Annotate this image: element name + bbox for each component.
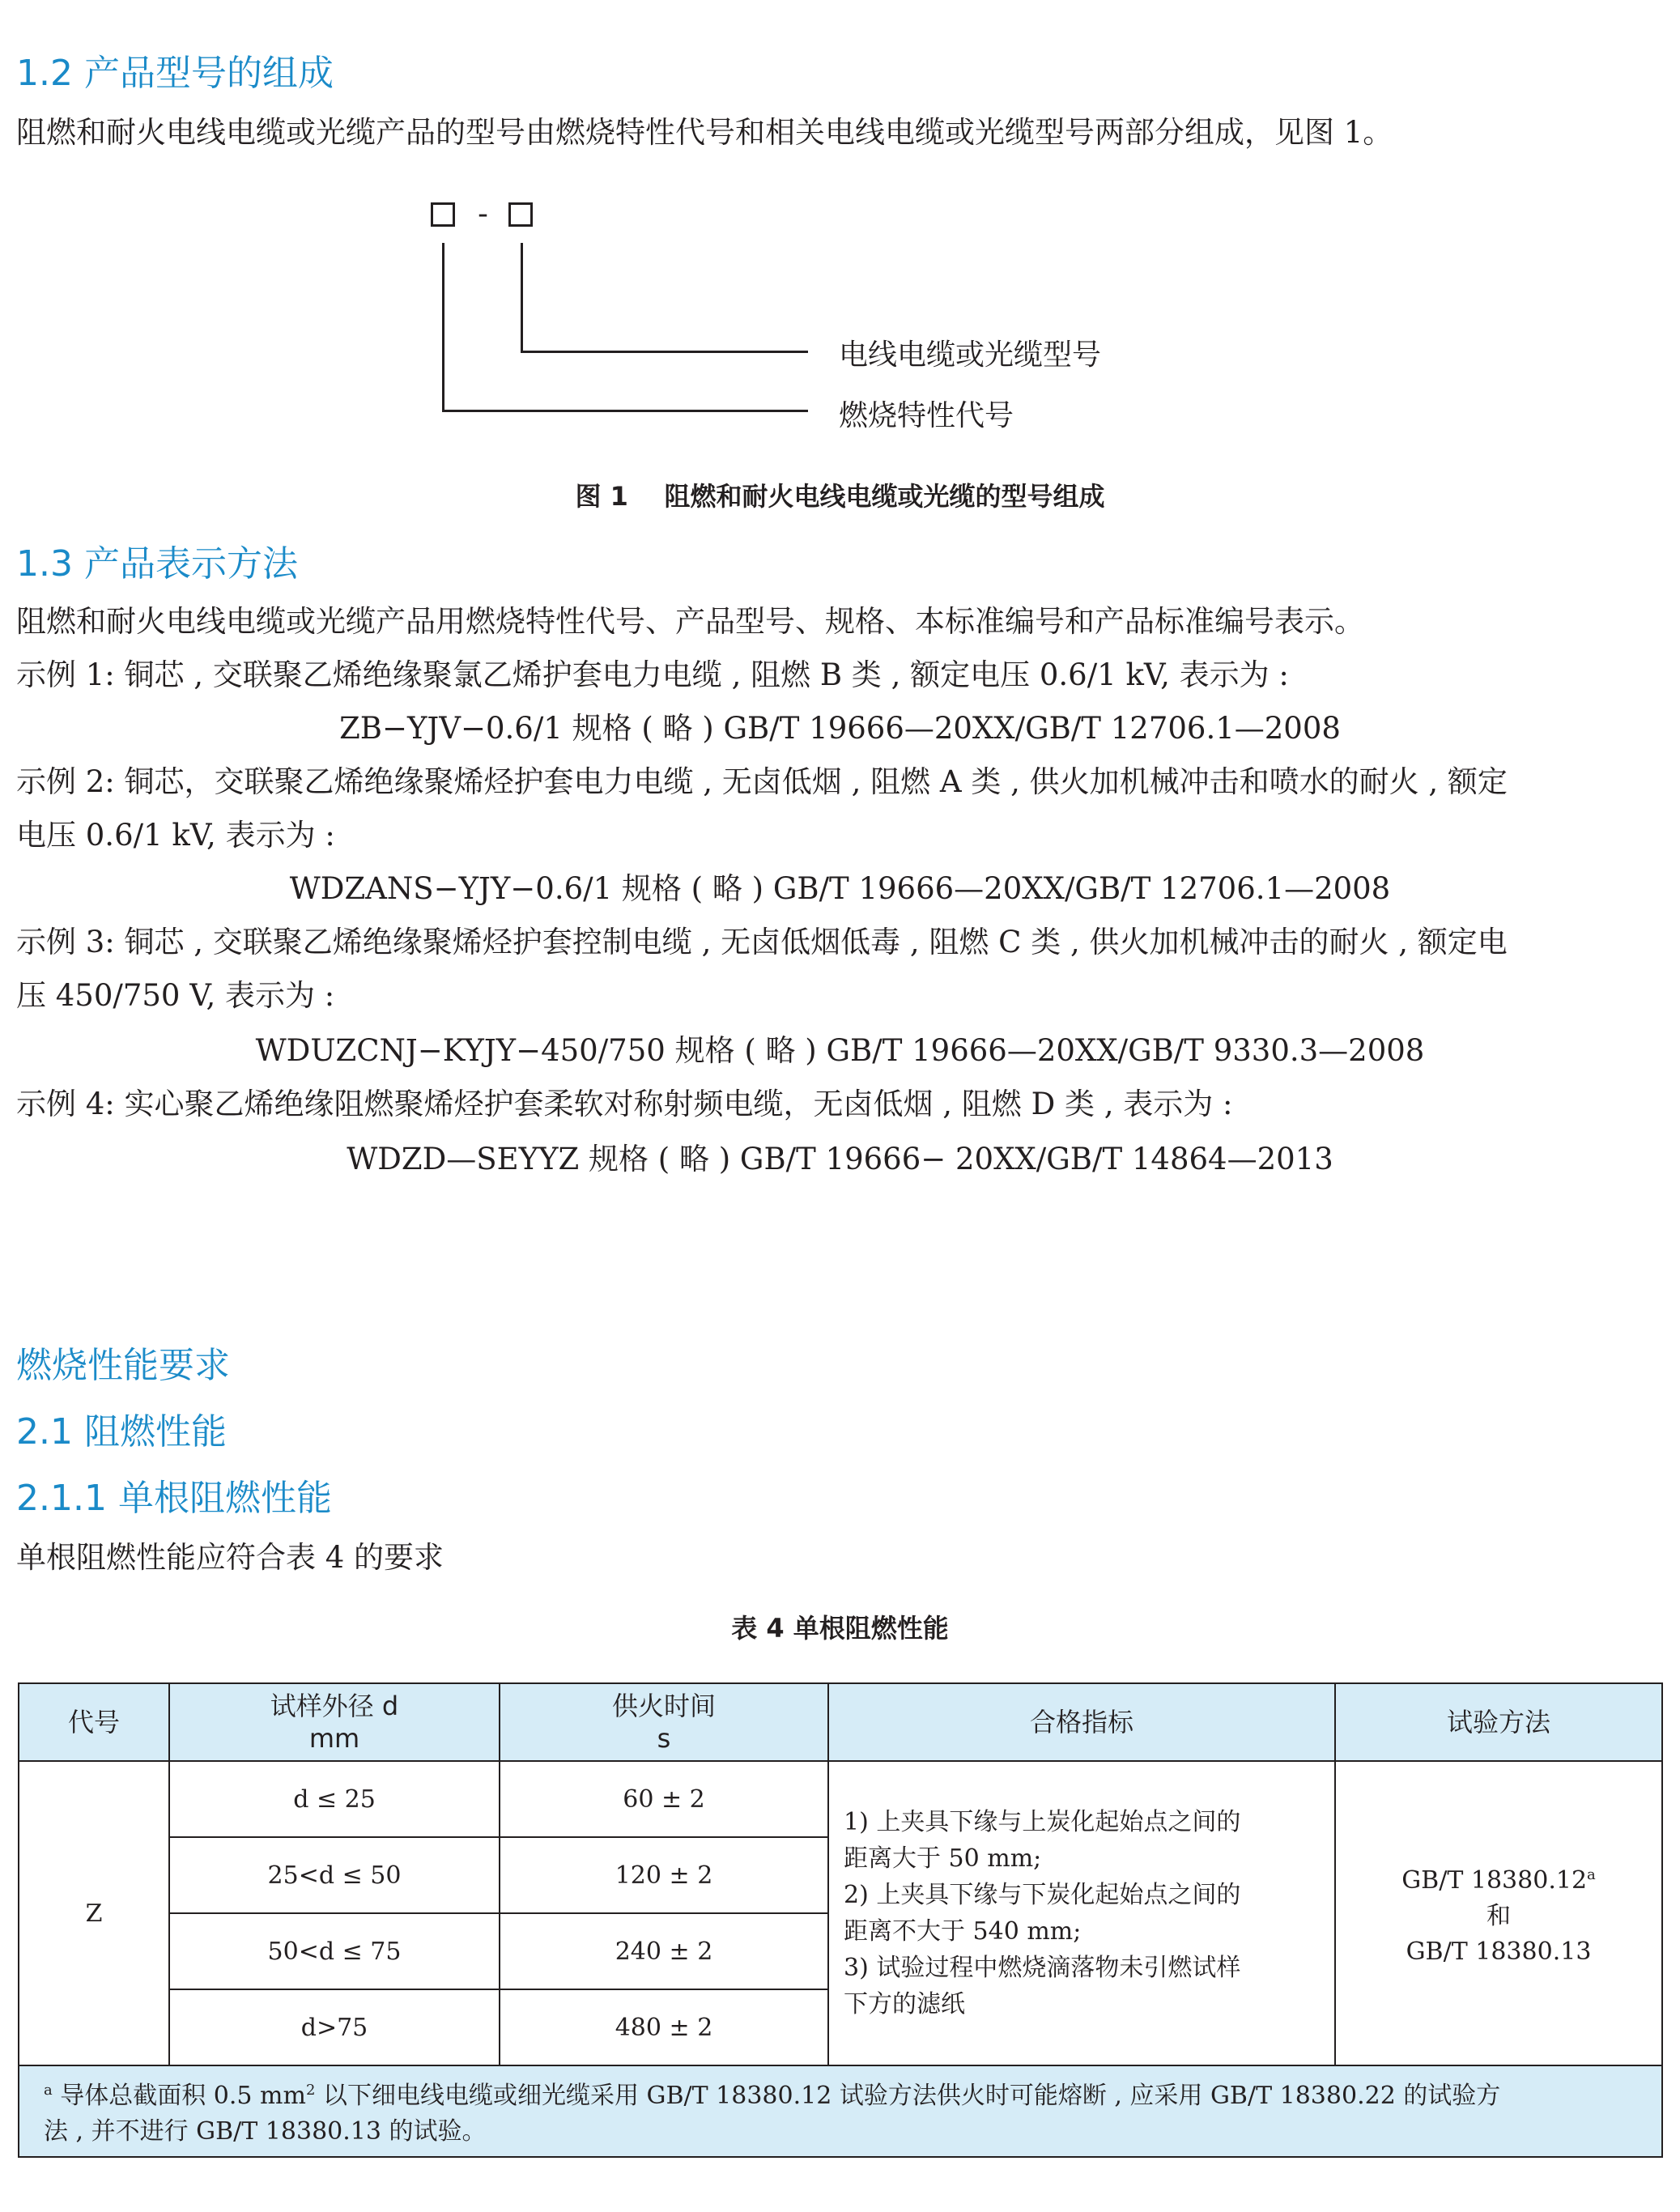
method-cell: [1335, 1761, 1662, 2065]
table-footnote: [19, 2065, 1662, 2157]
header-diameter: [169, 1683, 500, 1761]
example-1-text: 示例 1: 铜芯 , 交联聚乙烯绝缘聚氯乙烯护套电力电缆 , 阻燃 B 类 , 额定电压 0.6/1 kV, 表示为 :: [16, 657, 1289, 692]
footnote-marker: a: [44, 2082, 53, 2099]
connector-line: [442, 243, 444, 412]
criteria-line: 2) 上夹具下缘与下炭化起始点之间的: [844, 1881, 1241, 1909]
table-footnote-row: [19, 2065, 1662, 2157]
header-code: 代号: [19, 1683, 169, 1761]
table-header-row: [19, 1683, 1662, 1761]
example-2-text: 示例 2: 铜芯，交联聚乙烯绝缘聚烯烃护套电力电缆 , 无卤低烟 , 阻燃 A 类 , 供火加机械冲击和喷水的耐火 , 额定: [16, 764, 1508, 799]
footnote-text: 导体总截面积 0.5 mm: [52, 2082, 306, 2110]
diameter-cell: d>75: [169, 1989, 500, 2065]
cable-model-box: [508, 202, 533, 227]
connector-line: [521, 243, 523, 353]
method-line: [1336, 1857, 1661, 1899]
connector-line: [442, 410, 808, 412]
time-cell: 240 ± 2: [500, 1913, 828, 1989]
diameter-cell: 50<d ≤ 75: [169, 1913, 500, 1989]
header-time: [500, 1683, 828, 1761]
section-heading-2: 燃烧性能要求: [16, 1345, 230, 1386]
footnote-superscript: 2: [305, 2082, 316, 2099]
example-2-code: WDZANS−YJY−0.6/1 规格 ( 略 ) GB/T 19666—20XX/GB/T 12706.1—2008: [289, 871, 1391, 906]
criteria-cell: [828, 1761, 1335, 2065]
header-criteria: 合格指标: [828, 1683, 1335, 1761]
criteria-line: 1) 上夹具下缘与上炭化起始点之间的: [844, 1808, 1241, 1836]
section-1-3-body: 阻燃和耐火电线电缆或光缆产品用燃烧特性代号、产品型号、规格、本标准编号和产品标准编号表示。: [16, 604, 1364, 639]
criteria-line: 3) 试验过程中燃烧滴落物未引燃试样: [844, 1954, 1241, 1982]
figure-1-caption: 图 1 阻燃和耐火电线电缆或光缆的型号组成: [575, 481, 1105, 512]
example-4-code: WDZD—SEYYZ 规格 ( 略 ) GB/T 19666− 20XX/GB/T 14864—2013: [347, 1142, 1333, 1176]
criteria-line: 距离大于 50 mm;: [844, 1844, 1042, 1873]
criteria-line: 下方的滤纸: [844, 1990, 965, 2018]
footnote-text: 以下细电线电缆或细光缆采用 GB/T 18380.12 试验方法供火时可能熔断 , 应采用 GB/T 18380.22 的试验方: [315, 2082, 1501, 2110]
label-combustion-code: 燃烧特性代号: [839, 399, 1014, 432]
example-2-text-cont: 电压 0.6/1 kV, 表示为 :: [16, 818, 335, 853]
section-1-2-body: 阻燃和耐火电线电缆或光缆产品的型号由燃烧特性代号和相关电线电缆或光缆型号两部分组成，见图 1。: [16, 115, 1393, 150]
code-cell: Z: [19, 1761, 169, 2065]
table-4: [18, 1682, 1663, 2158]
section-2-1-1-body: 单根阻燃性能应符合表 4 的要求: [16, 1540, 444, 1575]
header-time-label: 供火时间: [611, 1691, 716, 1721]
diameter-cell: 25<d ≤ 50: [169, 1837, 500, 1913]
table-4-caption: 表 4 单根阻燃性能: [731, 1613, 949, 1644]
example-4-text: 示例 4: 实心聚乙烯绝缘阻燃聚烯烃护套柔软对称射频电缆，无卤低烟 , 阻燃 D 类 , 表示为 :: [16, 1087, 1233, 1121]
footnote-marker: a: [1587, 1865, 1596, 1883]
header-diameter-label: 试样外径 d: [270, 1691, 399, 1721]
method-standard-2: GB/T 18380.13: [1406, 1937, 1592, 1966]
time-cell: 60 ± 2: [500, 1761, 828, 1837]
section-heading-2-1-1: 2.1.1 单根阻燃性能: [16, 1478, 332, 1519]
label-cable-model: 电线电缆或光缆型号: [839, 338, 1102, 372]
figure-dash: -: [478, 198, 488, 231]
footnote-line: [44, 2073, 1637, 2114]
criteria-line: 距离不大于 540 mm;: [844, 1917, 1082, 1946]
example-3-code: WDUZCNJ−KYJY−450/750 规格 ( 略 ) GB/T 19666—20XX/GB/T 9330.3—2008: [255, 1033, 1425, 1068]
section-heading-1-3: 1.3 产品表示方法: [16, 543, 298, 585]
header-diameter-unit: mm: [308, 1723, 360, 1754]
time-cell: 120 ± 2: [500, 1837, 828, 1913]
diameter-cell: d ≤ 25: [169, 1761, 500, 1837]
method-and: 和: [1486, 1901, 1511, 1930]
footnote-line-2: 法 , 并不进行 GB/T 18380.13 的试验。: [44, 2117, 487, 2146]
example-1-code: ZB−YJV−0.6/1 规格 ( 略 ) GB/T 19666—20XX/GB/T 12706.1—2008: [339, 711, 1341, 746]
connector-line: [521, 351, 808, 353]
time-cell: 480 ± 2: [500, 1989, 828, 2065]
table-row: [19, 1761, 1662, 1837]
example-3-text-cont: 压 450/750 V, 表示为 :: [16, 978, 335, 1013]
example-3-text: 示例 3: 铜芯 , 交联聚乙烯绝缘聚烯烃护套控制电缆 , 无卤低烟低毒 , 阻燃 C 类 , 供火加机械冲击的耐火 , 额定电: [16, 925, 1508, 959]
section-heading-2-1: 2.1 阻燃性能: [16, 1411, 227, 1453]
header-method: 试验方法: [1335, 1683, 1662, 1761]
combustion-code-box: [431, 202, 455, 227]
header-time-unit: s: [657, 1723, 671, 1754]
section-heading-1-2: 1.2 产品型号的组成: [16, 53, 334, 94]
method-standard-1: GB/T 18380.12: [1401, 1865, 1588, 1895]
